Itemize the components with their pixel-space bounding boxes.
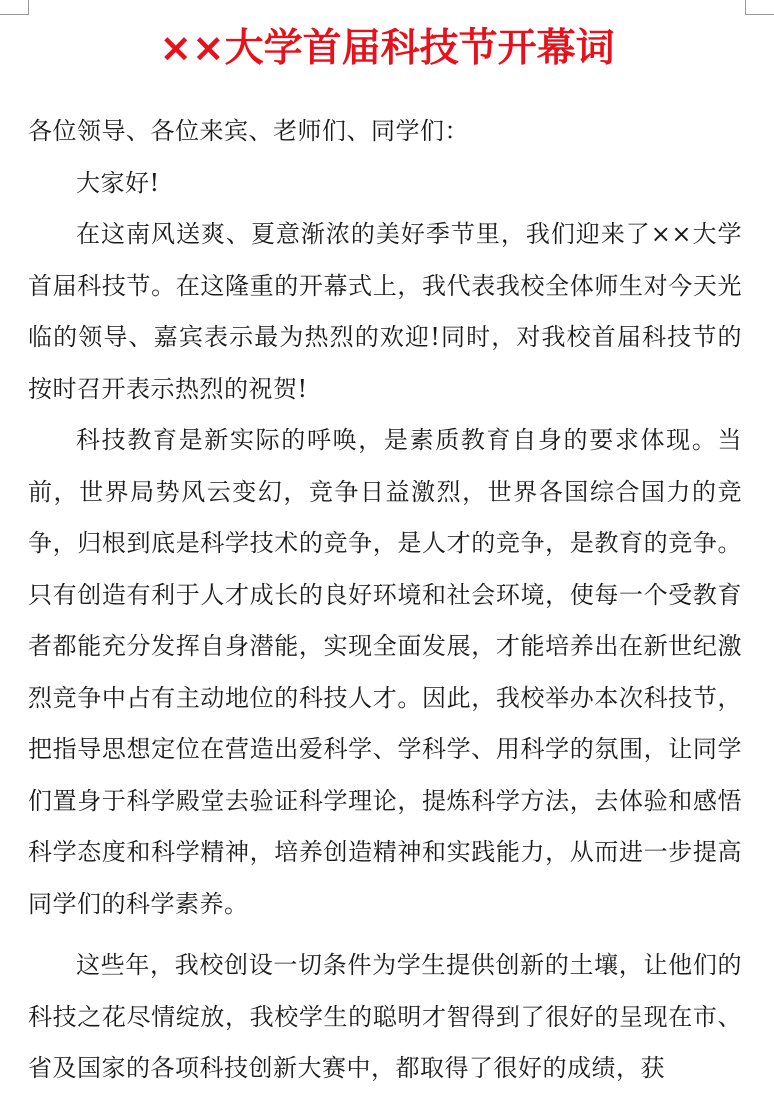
page-corner-mark-right bbox=[745, 0, 774, 15]
document-body bbox=[28, 106, 742, 1095]
page-corner-mark-left bbox=[0, 0, 29, 15]
paragraph-welcome: 在这南风送爽、夏意渐浓的美好季节里，我们迎来了××大学首届科技节。在这隆重的开幕式上，我代表我校全体师生对今天光临的领导、嘉宾表示最为热烈的欢迎!同时，对我校首届科技节的按时召开表示热烈的祝贺! bbox=[28, 220, 742, 403]
paragraph-achievements: 这些年，我校创设一切条件为学生提供创新的土壤，让他们的科技之花尽情绽放，我校学生的聪明才智得到了很好的呈现在市、省及国家的各项科技创新大赛中，都取得了很好的成绩，获 bbox=[28, 951, 742, 1082]
paragraph-education: 科技教育是新实际的呼唤，是素质教育自身的要求体现。当前，世界局势风云变幻，竞争日益激烈，世界各国综合国力的竞争，归根到底是科学技术的竞争，是人才的竞争，是教育的竞争。只有创造有利于人才成长的良好环境和社会环境，使每一个受教育者都能充分发挥自身潜能，实现全面发展，才能培养出在新世纪激烈竞争中占有主动地位的科技人才。因此，我校举办本次科技节，把指导思想定位在营造出爱科学、学科学、用科学的氛围，让同学们置身于科学殿堂去验证科学理论，提炼科学方法，去体验和感悟科学态度和科学精神，培养创造精神和实践能力，从而进一步提高同学们的科学素养。 bbox=[28, 426, 742, 918]
paragraph-greeting: 大家好! bbox=[76, 168, 160, 197]
salutation: 各位领导、各位来宾、老师们、同学们： bbox=[28, 117, 469, 145]
document-title: ××大学首届科技节开幕词 bbox=[159, 26, 615, 71]
